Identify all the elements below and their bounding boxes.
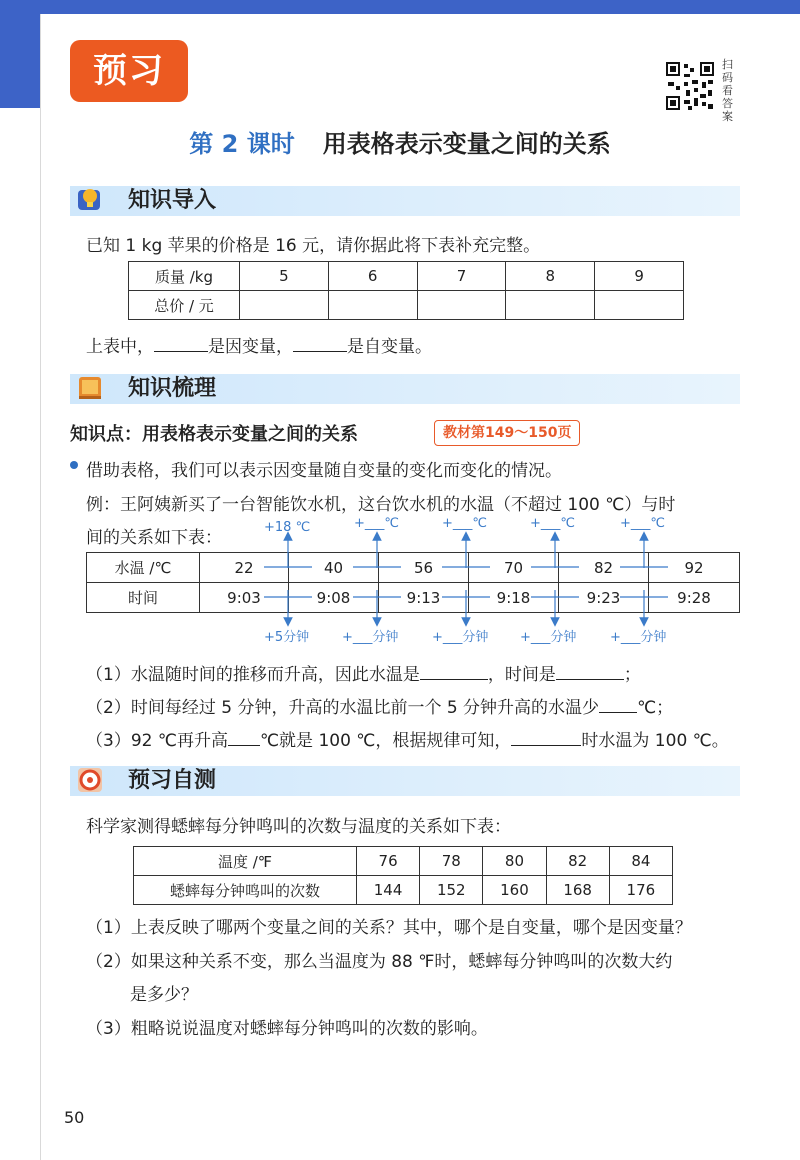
example-line-2: 间的关系如下表： — [86, 528, 222, 548]
increment-label: +___分钟 — [432, 630, 489, 645]
table-cell: 8 — [506, 262, 595, 291]
example-line-1: 例：王阿姨新买了一台智能饮水机，这台饮水机的水温（不超过 100 ℃）与时 — [86, 495, 676, 515]
practice-question-2-cont: 是多少？ — [130, 985, 198, 1005]
increment-label: +18 ℃ — [264, 520, 311, 535]
qr-label: 扫 码 看 答 案 — [722, 58, 733, 123]
increment-label: +___分钟 — [342, 630, 399, 645]
section-header-intro: 知识导入 — [70, 186, 740, 216]
table-cell: 水温 /℃ — [87, 553, 200, 583]
table-cell: 总价 / 元 — [129, 291, 240, 320]
page-number: 50 — [64, 1108, 85, 1127]
price-table — [128, 261, 684, 320]
knowledge-point-title: 知识点：用表格表示变量之间的关系 — [70, 424, 358, 445]
lesson-heading — [0, 124, 800, 159]
table-cell: 80 — [483, 847, 546, 876]
table-cell: 40 — [289, 553, 379, 583]
table-cell: 160 — [483, 876, 546, 905]
table-cell: 144 — [357, 876, 420, 905]
qr-code-icon[interactable] — [664, 60, 716, 112]
table-cell: 9:08 — [289, 583, 379, 613]
table-cell: 9:18 — [469, 583, 559, 613]
answer-blank[interactable] — [511, 729, 581, 746]
table-cell: 质量 /kg — [129, 262, 240, 291]
section-header-practice: 预习自测 — [70, 766, 740, 796]
table-cell: 9:13 — [379, 583, 469, 613]
book-icon — [76, 372, 104, 402]
table-cell: 82 — [546, 847, 609, 876]
table-cell: 168 — [546, 876, 609, 905]
answer-blank[interactable] — [556, 663, 624, 680]
target-icon — [76, 764, 104, 794]
table-cell: 9 — [595, 262, 684, 291]
practice-question-1: （1）上表反映了哪两个变量之间的关系？其中，哪个是自变量，哪个是因变量？ — [86, 918, 692, 938]
section-header-review: 知识梳理 — [70, 374, 740, 404]
increment-label: +___分钟 — [520, 630, 577, 645]
table-cell: 9:28 — [649, 583, 740, 613]
table-cell: 82 — [559, 553, 649, 583]
table-cell: 76 — [357, 847, 420, 876]
table-cell: 6 — [328, 262, 417, 291]
table-cell: 22 — [200, 553, 289, 583]
increment-label: +___℃ — [620, 516, 665, 531]
review-question-3: （3）92 ℃再升高 ℃就是 100 ℃，根据规律可知， 时水温为 100 ℃。 — [86, 731, 729, 751]
answer-cell[interactable] — [506, 291, 595, 320]
answer-cell[interactable] — [240, 291, 329, 320]
answer-blank[interactable] — [599, 696, 637, 713]
answer-cell[interactable] — [595, 291, 684, 320]
lesson-title: 用表格表示变量之间的关系 — [322, 130, 611, 158]
change-arrows — [0, 530, 800, 630]
increment-label: +___℃ — [530, 516, 575, 531]
cricket-table — [133, 846, 673, 905]
bullet-text: 借助表格，我们可以表示因变量随自变量的变化而变化的情况。 — [86, 461, 562, 481]
preview-badge: 预习 — [70, 40, 188, 102]
practice-intro: 科学家测得蟋蟀每分钟鸣叫的次数与温度的关系如下表： — [86, 817, 511, 837]
table-cell: 时间 — [87, 583, 200, 613]
table-cell: 92 — [649, 553, 740, 583]
table-cell: 84 — [609, 847, 672, 876]
table-cell: 9:03 — [200, 583, 289, 613]
increment-label: +___℃ — [442, 516, 487, 531]
intro-fill-line: 上表中， 是因变量， 是自变量。 — [86, 337, 432, 357]
answer-blank[interactable] — [154, 335, 208, 352]
answer-cell[interactable] — [417, 291, 506, 320]
answer-blank[interactable] — [293, 335, 347, 352]
practice-question-3: （3）粗略说说温度对蟋蟀每分钟鸣叫的次数的影响。 — [86, 1019, 488, 1039]
bullet-dot — [70, 461, 78, 469]
table-cell: 70 — [469, 553, 559, 583]
increment-label: +___分钟 — [610, 630, 667, 645]
table-cell: 9:23 — [559, 583, 649, 613]
answer-blank[interactable] — [420, 663, 488, 680]
table-cell: 温度 /℉ — [134, 847, 357, 876]
lightbulb-icon — [76, 184, 104, 214]
table-cell: 78 — [420, 847, 483, 876]
table-cell: 176 — [609, 876, 672, 905]
table-cell: 152 — [420, 876, 483, 905]
table-cell: 7 — [417, 262, 506, 291]
practice-question-2: （2）如果这种关系不变，那么当温度为 88 ℉时，蟋蟀每分钟鸣叫的次数大约 — [86, 952, 673, 972]
intro-question: 已知 1 kg 苹果的价格是 16 元，请你据此将下表补充完整。 — [86, 236, 541, 256]
review-question-1: （1）水温随时间的推移而升高，因此水温是 ，时间是 ； — [86, 665, 641, 685]
review-question-2: （2）时间每经过 5 分钟，升高的水温比前一个 5 分钟升高的水温少 ℃； — [86, 698, 674, 718]
increment-label: +___℃ — [354, 516, 399, 531]
table-cell: 蟋蟀每分钟鸣叫的次数 — [134, 876, 357, 905]
increment-label: +5分钟 — [264, 630, 310, 645]
table-cell: 5 — [240, 262, 329, 291]
textbook-reference-tag: 教材第149～150页 — [434, 420, 580, 446]
table-cell: 56 — [379, 553, 469, 583]
answer-blank[interactable] — [228, 729, 260, 746]
lesson-number: 第 2 课时 — [189, 130, 295, 158]
answer-cell[interactable] — [328, 291, 417, 320]
